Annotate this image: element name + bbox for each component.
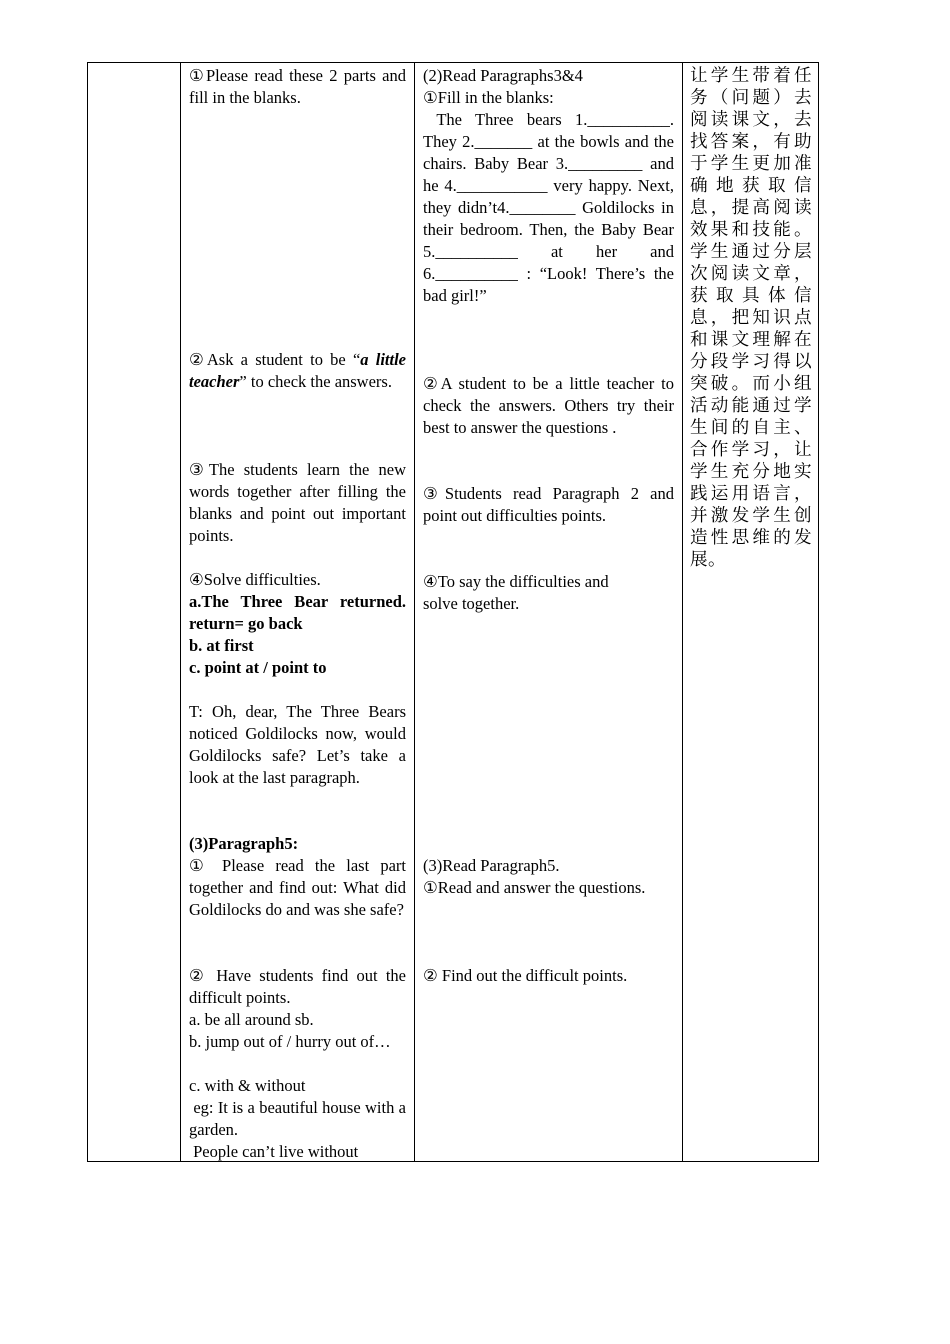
student-read-paragraph: ③Students read Paragraph 2 and point out difficulties points. — [423, 484, 674, 525]
point-returned: a.The Three Bear returned. return= go back — [189, 592, 406, 633]
student-read-answer: ①Read and answer the questions. — [423, 878, 646, 897]
student-little-teacher: ②A student to be a little teacher to check the answers. Others try their best to answer the questions . — [423, 374, 674, 437]
step-read-parts: ①Please read these 2 parts and fill in the blanks. — [189, 66, 406, 107]
example-sentence-2: People can’t live without — [189, 1142, 359, 1161]
design-intent-text: 让学生带着任务（问题）去阅读课文，去找答案，有助于学生更加准确地获取信息，提高阅读效果和技能。学生通过分层次阅读文章，获取具体信息，把知识点和课文理解在分段学习得以突破。而小组活动能通过学生间的自主、合作学习，让学生充分地实践运用语言，并激发学生创造性思维的发展。 — [690, 66, 812, 570]
student-find-points: ② Find out the difficult points. — [423, 966, 628, 985]
stage-column — [88, 63, 180, 1161]
read-paragraph5-heading: (3)Read Paragraph5. — [423, 856, 560, 875]
step-learn-words: ③The students learn the new words together after filling the blanks and point out important points. — [189, 460, 406, 545]
fill-blanks-text: The Three bears 1.__________. They 2._______ at the bowls and the chairs. Baby Bear 3._________ and he 4.___________ very happy. Next, they didn’t4.________ Goldilocks in their bedroom. Then, the Baby Bear 5.__________ at her and 6.__________ : “Look! There’s the bad girl!” — [423, 110, 679, 305]
teacher-activity-column — [189, 63, 411, 1161]
design-intent-column — [690, 63, 812, 1161]
step-read-last-part: ① Please read the last part together and find out: What did Goldilocks do and was she safe? — [189, 856, 406, 919]
point-jump-out: b. jump out of / hurry out of… — [189, 1032, 391, 1051]
example-sentence: eg: It is a beautiful house with a garden. — [189, 1098, 411, 1139]
column-divider — [180, 63, 181, 1161]
student-activity-column — [423, 63, 679, 1161]
point-all-around: a. be all around sb. — [189, 1010, 314, 1029]
step-solve-difficulties: ④Solve difficulties. — [189, 570, 321, 589]
fill-blanks-title: ①Fill in the blanks: — [423, 88, 554, 107]
step-find-points: ② Have students find out the difficult points. — [189, 966, 406, 1007]
read-paragraphs-heading: (2)Read Paragraphs3&4 — [423, 66, 583, 85]
column-divider — [414, 63, 415, 1161]
lesson-plan-table — [87, 62, 819, 1162]
point-point-at: c. point at / point to — [189, 658, 327, 677]
point-with-without: c. with & without — [189, 1076, 306, 1095]
step-little-teacher: ②Ask a student to be “a little teacher” to check the answers. — [189, 350, 406, 391]
point-at-first: b. at first — [189, 636, 254, 655]
paragraph5-heading: (3)Paragraph5: — [189, 834, 299, 853]
teacher-transition: T: Oh, dear, The Three Bears noticed Goldilocks now, would Goldilocks safe? Let’s take a look at the last paragraph. — [189, 702, 406, 787]
column-divider — [682, 63, 683, 1161]
student-say-difficulties: ④To say the difficulties and solve together. — [423, 572, 609, 613]
